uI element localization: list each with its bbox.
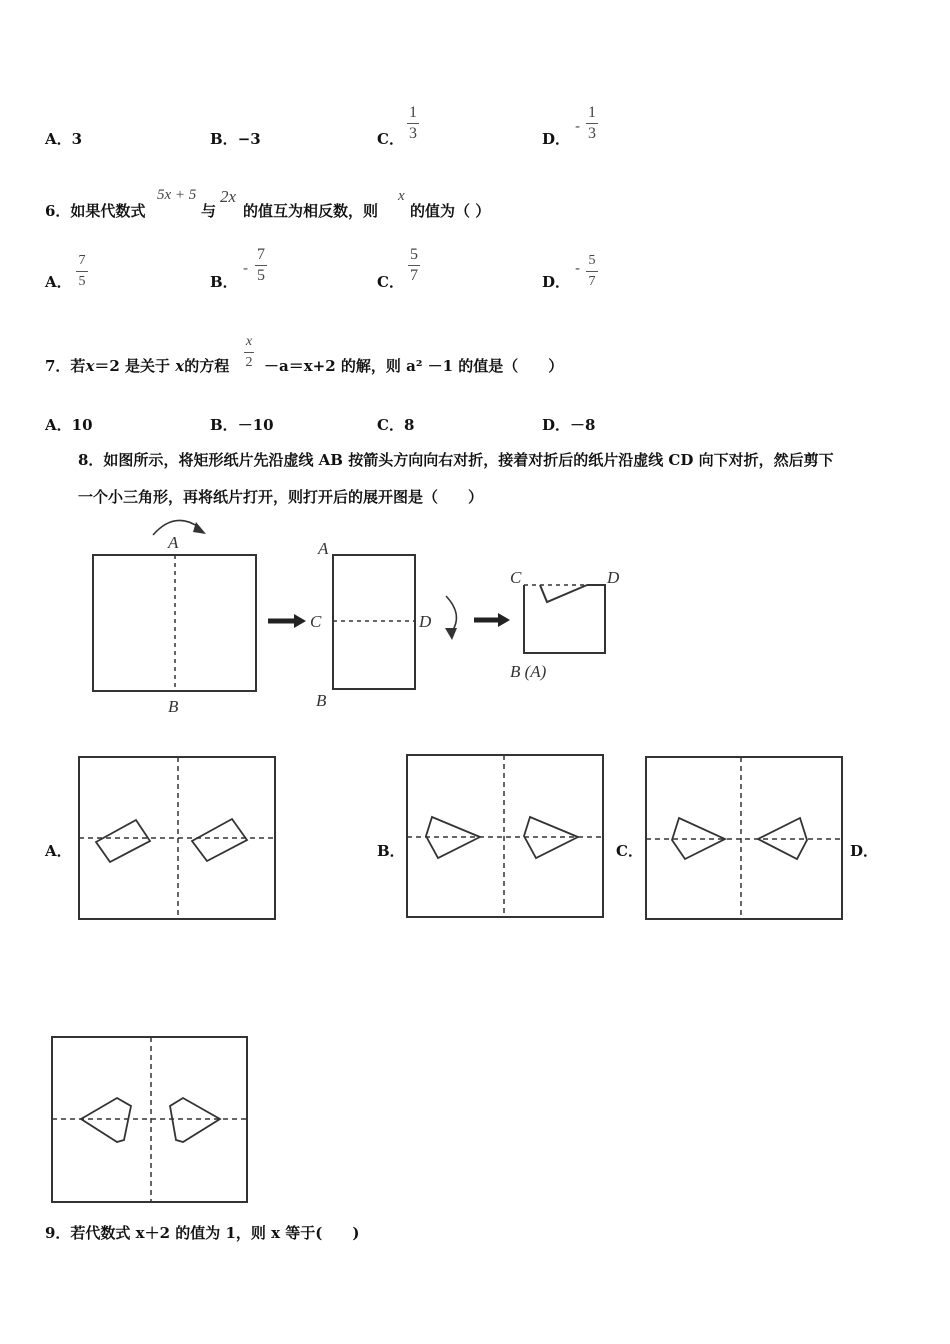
label-a2: A [318, 539, 329, 558]
q8-option-d-label: D． [850, 842, 879, 860]
cut-shape-left [81, 1098, 131, 1142]
q6-option-d-label: D． [542, 273, 571, 291]
q5-option-c-fraction: 1 3 [409, 104, 417, 142]
q6-option-b-fraction: 7 5 [257, 246, 265, 284]
q6-option-b-label: B． [210, 273, 238, 291]
cut-shape-right [170, 1098, 220, 1142]
q8-option-c-label: C． [616, 842, 643, 860]
label-a: A [168, 533, 179, 552]
q7-option-b: B．－10 [210, 416, 274, 434]
q7-equation-rest: －a＝x+2 的解，则 a² －1 的值是（ ） [264, 357, 564, 375]
q8-option-b-figure [406, 754, 606, 920]
label-b2: B [316, 691, 327, 710]
q5-option-d-sign: - [575, 117, 581, 135]
q9-question: 9．若代数式 x＋2 的值为 1，则 x 等于( ) [45, 1224, 360, 1242]
q6-mid2: 的值互为相反数，则 [243, 202, 379, 220]
q5-option-b: B．−3 [210, 130, 261, 148]
q8-option-a-figure [78, 756, 278, 922]
cut-shape-right [192, 819, 247, 861]
q6-suffix: 的值为（ ） [410, 202, 491, 220]
q8-option-d-figure [51, 1036, 251, 1204]
q8-line1: 8．如图所示，将矩形纸片先沿虚线 AB 按箭头方向向右对折，接着对折后的纸片沿虚线 CD 向下对折，然后剪下 [78, 451, 834, 469]
label-c: C [310, 612, 322, 631]
q5-option-c-label: C． [377, 130, 404, 148]
label-b: B [168, 697, 179, 716]
q6-expr2: 2x [220, 187, 237, 206]
q7-fraction: x 2 [245, 334, 253, 370]
q6-option-b-sign: - [243, 259, 249, 277]
q8-option-a-label: A． [45, 842, 72, 860]
q5-option-d-label: D． [542, 130, 571, 148]
cut-shape-left [96, 820, 150, 862]
q6-var: x [398, 188, 405, 204]
q6-option-c-fraction: 5 7 [410, 246, 418, 284]
q7-question: 7．若x＝2 是关于 x的方程 [45, 357, 230, 375]
q6-option-d-fraction: 5 7 [586, 252, 598, 291]
label-d2: D [607, 568, 620, 587]
label-ba: B (A) [510, 662, 547, 681]
q7-option-c: C．8 [377, 416, 415, 434]
q6-expr1: 5x + 5 [157, 187, 197, 203]
q6-option-c-label: C． [377, 273, 404, 291]
q7-option-d: D．－8 [542, 416, 596, 434]
fold-down-arrow-icon [446, 596, 456, 633]
q8-option-b-label: B． [377, 842, 405, 860]
q5-option-d-fraction: 1 3 [588, 104, 596, 142]
q5-option-a: A．3 [45, 130, 83, 148]
label-d: D [419, 612, 432, 631]
q8-folding-diagram [0, 510, 700, 720]
cut-triangle [540, 585, 587, 602]
cut-shape-left [672, 818, 725, 859]
label-c2: C [510, 568, 522, 587]
q6-mid: 与 [201, 202, 217, 220]
q6-prefix: 6．如果代数式 [45, 202, 146, 220]
q6-option-d-sign: - [575, 259, 581, 277]
q6-option-a-fraction: 7 5 [76, 252, 88, 291]
q6-option-a-label: A． [45, 273, 72, 291]
q7-option-a: A．10 [45, 416, 93, 434]
q8-line2: 一个小三角形，再将纸片打开，则打开后的展开图是（ ） [78, 488, 484, 506]
folded-once-rectangle [333, 555, 415, 689]
q8-option-c-figure [645, 756, 845, 922]
